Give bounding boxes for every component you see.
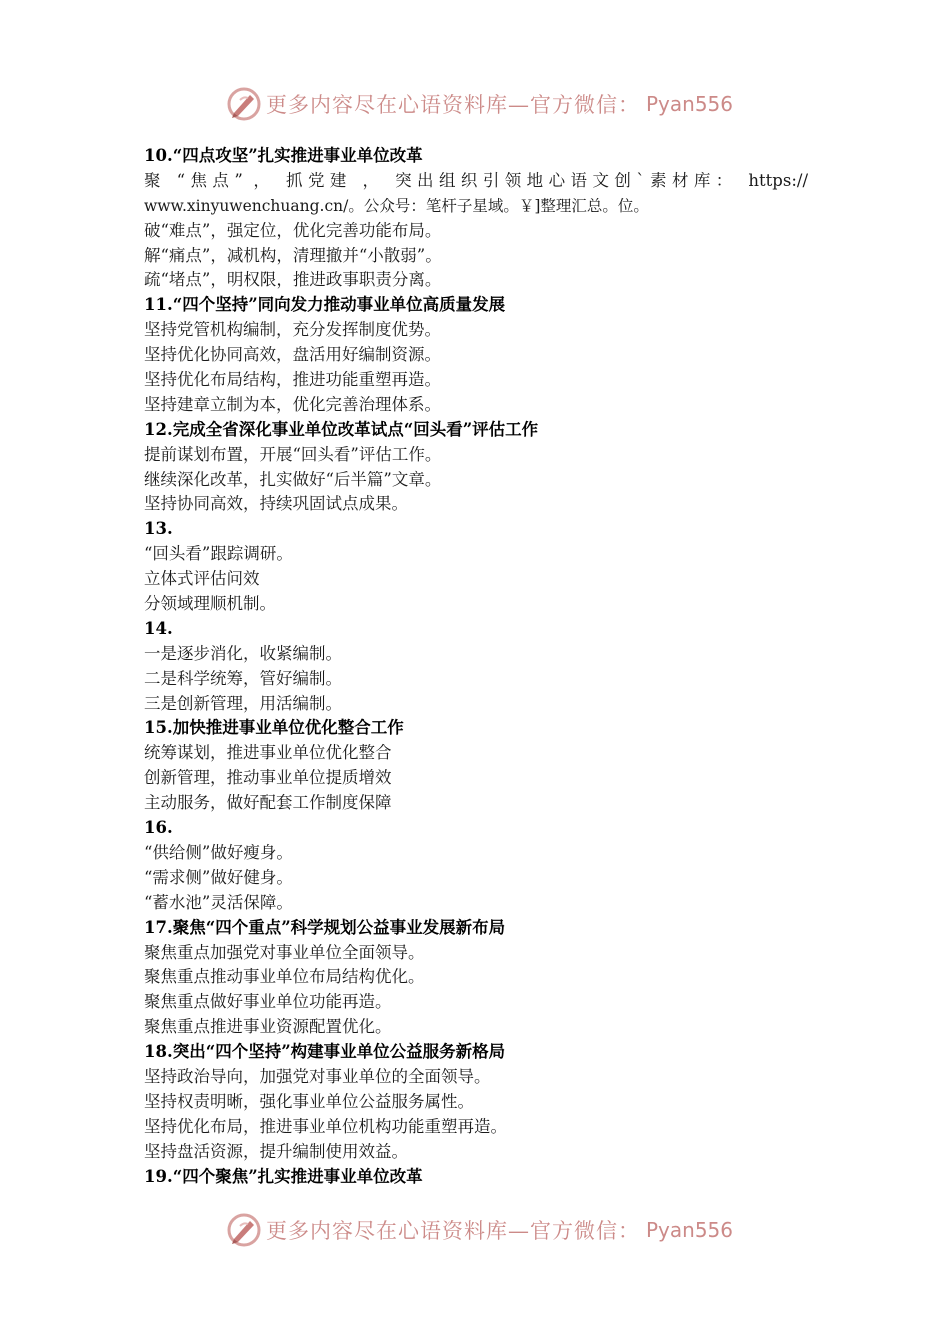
paragraph-line: www.xinyuwenchuang.cn/。公众号：笔杆子星域。￥]整理汇总。位。 — [144, 196, 649, 215]
paragraph-line: 一是逐步消化，收紧编制。 — [144, 643, 342, 663]
section-heading: 18.突出“四个坚持”构建事业单位公益服务新格局 — [144, 1042, 506, 1062]
section-heading: 15.加快推进事业单位优化整合工作 — [144, 718, 404, 738]
paragraph-line: “蓄水池”灵活保障。 — [144, 892, 293, 912]
footer-watermark-banner — [0, 1210, 950, 1250]
banner-text: 更多内容尽在心语资料库—官方微信： — [266, 93, 640, 117]
section-heading: 17.聚焦“四个重点”科学规划公益事业发展新布局 — [144, 917, 506, 937]
paragraph-line: 疏“堵点”，明权限，推进政事职责分离。 — [144, 270, 442, 290]
paragraph-line: 聚焦重点加强党对事业单位全面领导。 — [144, 942, 425, 962]
section-heading: 11.“四个坚持”同向发力推动事业单位高质量发展 — [144, 295, 506, 315]
paragraph-line: 坚持协同高效，持续巩固试点成果。 — [144, 494, 408, 514]
paragraph-line: “需求侧”做好健身。 — [144, 867, 293, 887]
paragraph-line: 三是创新管理，用活编制。 — [144, 693, 342, 713]
paragraph-line: 破“难点”，强定位，优化完善功能布局。 — [144, 220, 442, 240]
document-body — [144, 144, 808, 1189]
section-heading: 13. — [144, 519, 173, 539]
section-heading: 14. — [144, 618, 173, 638]
paragraph-line: 坚持政治导向，加强党对事业单位的全面领导。 — [144, 1066, 491, 1086]
pen-logo-icon — [226, 86, 262, 122]
paragraph-line: 创新管理，推动事业单位提质增效 — [144, 768, 392, 788]
paragraph-line: “回头看”跟踪调研。 — [144, 544, 293, 564]
paragraph-line: 统筹谋划，推进事业单位优化整合 — [144, 743, 392, 763]
paragraph-line: 坚持建章立制为本，优化完善治理体系。 — [144, 394, 441, 414]
paragraph-line: 聚焦重点推动事业单位布局结构优化。 — [144, 967, 425, 987]
paragraph-line: 提前谋划布置，开展“回头看”评估工作。 — [144, 444, 442, 464]
header-watermark-banner — [0, 84, 950, 124]
paragraph-line: 聚焦重点做好事业单位功能再造。 — [144, 992, 392, 1012]
paragraph-line: 分领域理顺机制。 — [144, 594, 276, 614]
paragraph-line: 主动服务，做好配套工作制度保障 — [144, 793, 392, 813]
paragraph-line: 解“痛点”，减机构，清理撤并“小散弱”。 — [144, 245, 442, 265]
banner-text: 更多内容尽在心语资料库—官方微信： — [266, 1219, 640, 1243]
paragraph-line: “供给侧”做好瘦身。 — [144, 842, 293, 862]
pen-logo-icon — [226, 1212, 262, 1248]
wechat-id: Pyan556 — [646, 92, 734, 116]
paragraph-line: 继续深化改革，扎实做好“后半篇”文章。 — [144, 469, 442, 489]
paragraph-line: 坚持优化布局结构，推进功能重塑再造。 — [144, 370, 441, 390]
section-heading: 12.完成全省深化事业单位改革试点“回头看”评估工作 — [144, 419, 539, 439]
paragraph-line: 立体式评估问效 — [144, 569, 260, 589]
section-heading: 10.“四点攻坚”扎实推进事业单位改革 — [144, 146, 423, 165]
paragraph-line: 聚 “焦点” ， 抓党建 ， 突出组织引领地心语文创`素材库： https:// — [144, 170, 808, 190]
paragraph-line: 坚持优化协同高效，盘活用好编制资源。 — [144, 345, 441, 365]
paragraph-line: 坚持权责明晰，强化事业单位公益服务属性。 — [144, 1091, 474, 1111]
paragraph-line: 坚持优化布局，推进事业单位机构功能重塑再造。 — [144, 1116, 507, 1136]
section-heading: 19.“四个聚焦”扎实推进事业单位改革 — [144, 1166, 423, 1186]
paragraph-line: 坚持盘活资源，提升编制使用效益。 — [144, 1141, 408, 1161]
paragraph-line: 坚持党管机构编制，充分发挥制度优势。 — [144, 320, 441, 340]
wechat-id: Pyan556 — [646, 1218, 734, 1242]
paragraph-line: 聚焦重点推进事业资源配置优化。 — [144, 1017, 392, 1037]
section-heading: 16. — [144, 818, 173, 838]
paragraph-line: 二是科学统筹，管好编制。 — [144, 668, 342, 688]
